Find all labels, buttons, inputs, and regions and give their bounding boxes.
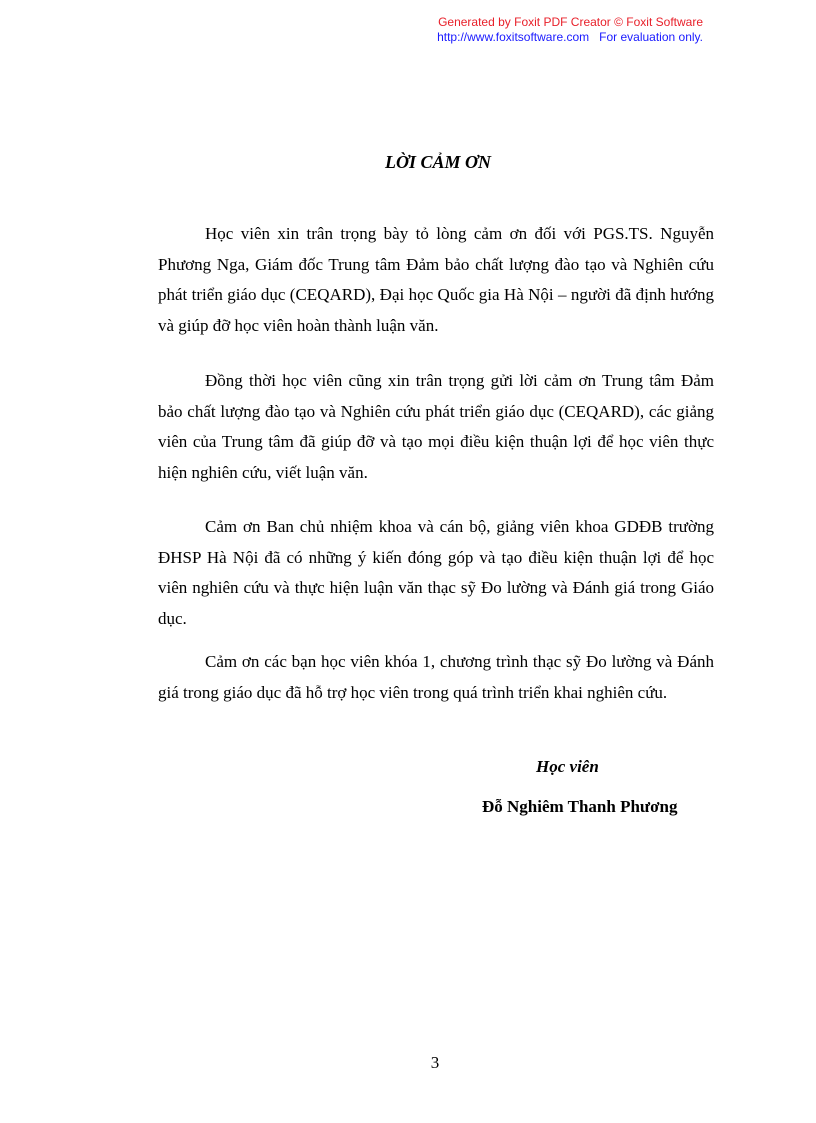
watermark-note: For evaluation only. (599, 30, 703, 44)
paragraph-text: Học viên xin trân trọng bày tỏ lòng cảm ơn đối với PGS.TS. Nguyễn Phương Nga, Giám đốc Trung tâm Đảm bảo chất lượng đào tạo và Nghiên cứu phát triển giáo dục (CEQARD), Đại học Quốc gia Hà Nội – người đã định hướng và giúp đỡ học viên hoàn thành luận văn. (158, 224, 714, 335)
signer-name: Đỗ Nghiêm Thanh Phương (482, 797, 678, 816)
page-title: LỜI CẢM ƠN (384, 152, 491, 172)
watermark-url: http://www.foxitsoftware.com (437, 30, 590, 44)
paragraph-text: Đồng thời học viên cũng xin trân trọng gửi lời cảm ơn Trung tâm Đảm bảo chất lượng đào tạo và Nghiên cứu phát triển giáo dục (CEQARD), các giảng viên của Trung tâm đã giúp đỡ và tạo mọi điều kiện thuận lợi để học viên thực hiện nghiên cứu, viết luận văn. (158, 371, 714, 482)
paragraph-1 (158, 219, 714, 341)
paragraph-3 (158, 512, 714, 634)
paragraph-text: Cảm ơn các bạn học viên khóa 1, chương trình thạc sỹ Đo lường và Đánh giá trong giáo dục đã hỗ trợ học viên trong quá trình triển khai nghiên cứu. (158, 652, 714, 702)
page-number: 3 (430, 1053, 440, 1072)
foxit-watermark (383, 15, 703, 45)
paragraph-text: Cảm ơn Ban chủ nhiệm khoa và cán bộ, giảng viên khoa GDĐB trường ĐHSP Hà Nội đã có những ý kiến đóng góp và tạo điều kiện thuận lợi để học viên nghiên cứu và thực hiện luận văn thạc sỹ Đo lường và Đánh giá trong Giáo dục. (158, 517, 714, 628)
paragraph-4 (158, 647, 714, 708)
watermark-link-line (383, 30, 703, 45)
signer-role: Học viên (536, 757, 599, 776)
watermark-generator-text: Generated by Foxit PDF Creator © Foxit Software (438, 15, 703, 29)
paragraph-2 (158, 366, 714, 488)
